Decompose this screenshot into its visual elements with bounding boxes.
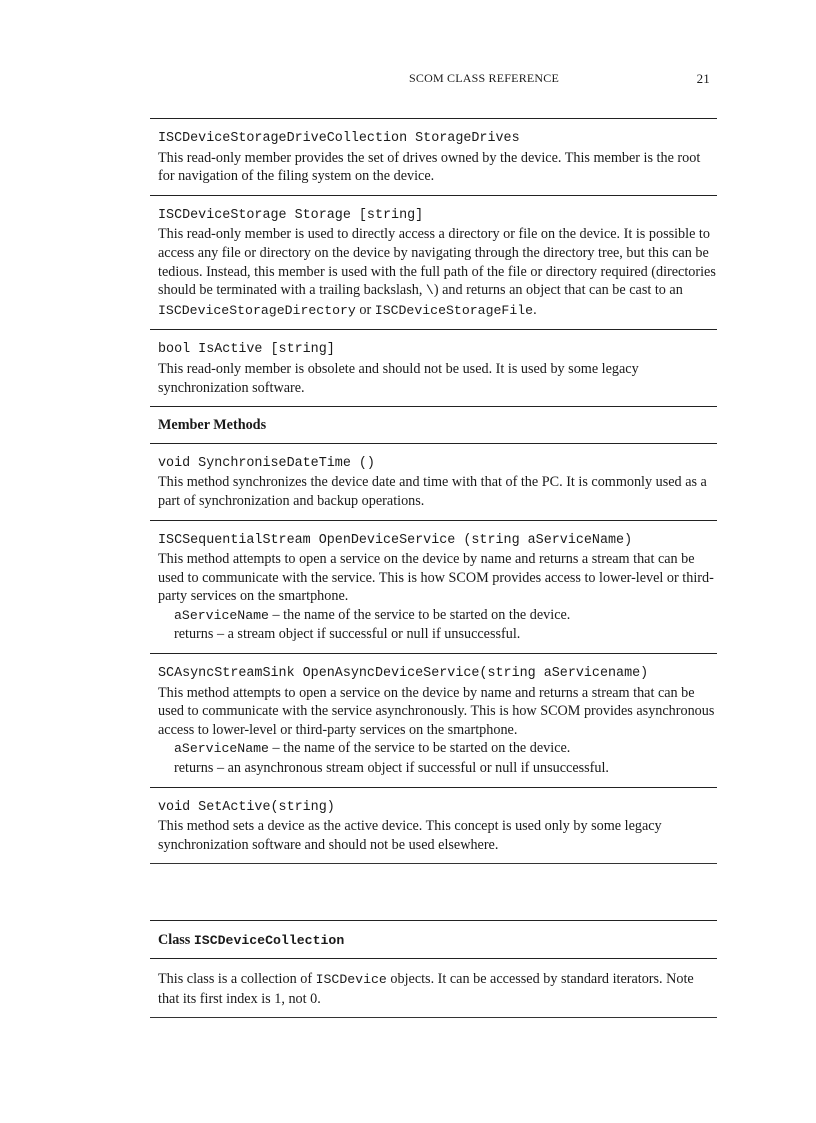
inline-code: ISCDeviceStorageDirectory	[158, 302, 356, 318]
member-signature: SCAsyncStreamSink OpenAsyncDeviceService(string aServicename)	[158, 666, 649, 682]
description-text: This class is a collection of	[158, 971, 316, 987]
parameter-line	[158, 739, 717, 759]
member-description: This read-only member is obsolete and should not be used. It is used by some legacy synchronization software.	[158, 360, 639, 396]
class-heading	[150, 921, 717, 958]
member-signature: ISCDeviceStorage Storage [string]	[158, 207, 424, 223]
section-heading-member-methods: Member Methods	[158, 417, 267, 434]
member-description: This method attempts to open a service on the device by name and returns a stream that can be used to communicate with the service. This is how SCOM provides access to lower-level or third-party services on the smartphone.	[158, 551, 714, 605]
class-heading-name: ISCDeviceCollection	[193, 933, 345, 949]
method-set-active	[150, 788, 717, 864]
property-storage-drives	[150, 119, 717, 195]
property-is-active	[150, 330, 717, 406]
member-signature: void SetActive(string)	[158, 799, 335, 815]
description-text: .	[533, 301, 537, 318]
description-text: This read-only member is used to directly access a directory or file on the device. It is possible to access any file or directory on the device by navigating through the directory tree, but this can be tedious. Instead, this member is used with the full path of the file or directory required (directories should be terminated with a trailing backslash,	[158, 226, 716, 299]
page-number: 21	[696, 71, 710, 86]
divider	[150, 1017, 717, 1018]
description-text: ) and returns an object that can be cast to an	[433, 282, 683, 299]
member-description: This read-only member provides the set of drives owned by the device. This member is the root for navigation of the filing system on the device.	[158, 149, 701, 185]
inline-code: ISCDeviceStorageFile	[374, 302, 534, 318]
description-text: objects. It can be accessed by standard iterators. Note that its first index is 1, not 0.	[158, 971, 694, 1007]
page-content	[150, 118, 717, 1018]
returns-line: returns – a stream object if successful or null if unsuccessful.	[174, 626, 521, 643]
method-open-device-service	[150, 521, 717, 654]
parameter-line	[158, 606, 717, 626]
inline-code: \	[425, 283, 434, 299]
running-title: SCOM CLASS REFERENCE	[409, 71, 560, 85]
description-text: or	[355, 301, 375, 318]
member-signature: ISCSequentialStream OpenDeviceService (string aServiceName)	[158, 532, 633, 548]
parameter-description: – the name of the service to be started on the device.	[268, 740, 571, 757]
member-description	[158, 225, 717, 320]
member-signature: ISCDeviceStorageDriveCollection StorageDrives	[158, 131, 520, 146]
class-description-block	[150, 959, 717, 1017]
returns-line: returns – an asynchronous stream object if successful or null if unsuccessful.	[174, 760, 609, 777]
member-description: This method sets a device as the active device. This concept is used only by some legacy synchronization software and should not be used elsewhere.	[158, 818, 662, 853]
class-description	[158, 970, 717, 1008]
inline-code: ISCDevice	[315, 972, 387, 987]
member-description: This method attempts to open a service on the device by name and returns a stream that can be used to communicate with the service asynchronously. This is how SCOM provides asynchronous access to lower-level or third-party services on the smartphone.	[158, 684, 715, 738]
parameter-name: aServiceName	[174, 607, 269, 623]
parameter-description: – the name of the service to be started on the device.	[268, 606, 571, 623]
method-open-async-device-service	[150, 654, 717, 787]
method-synchronise-date-time	[150, 444, 717, 520]
spacer	[150, 864, 717, 920]
member-signature: void SynchroniseDateTime ()	[158, 455, 375, 471]
member-description: This method synchronizes the device date and time with that of the PC. It is commonly used as a part of synchronization and backup operations.	[158, 474, 707, 509]
member-signature: bool IsActive [string]	[158, 342, 335, 358]
property-storage	[150, 196, 717, 330]
parameter-name: aServiceName	[174, 741, 269, 757]
class-heading-label: Class	[158, 932, 194, 949]
